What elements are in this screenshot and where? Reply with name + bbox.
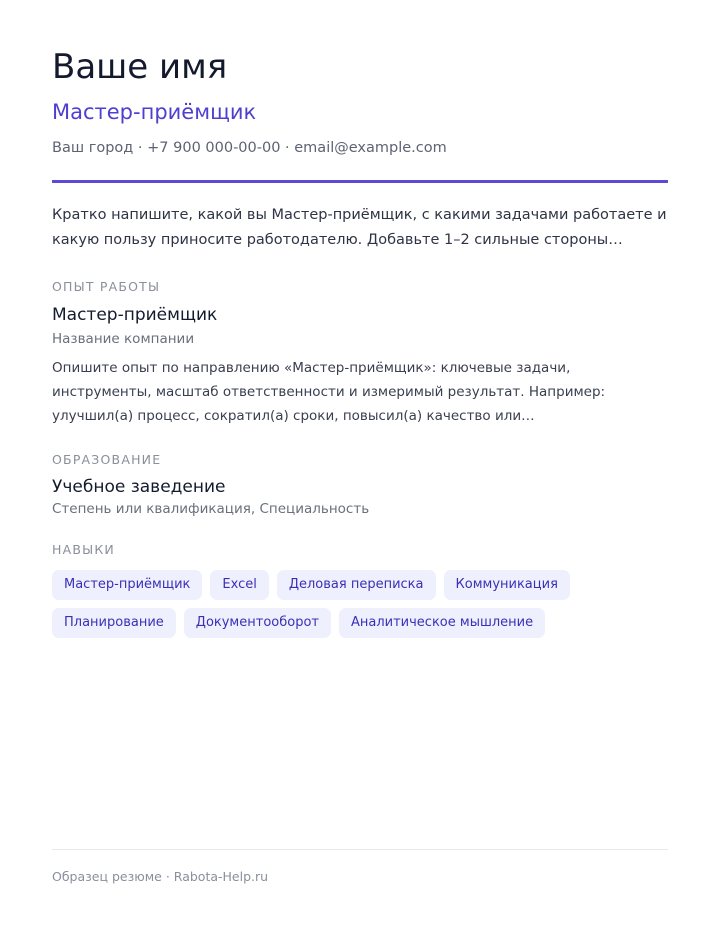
job-description: Опишите опыт по направлению «Мастер-приёмщик»: ключевые задачи, инструменты, масштаб ответственности и измеримый результат. Например: улучшил(а) процесс, сократил(а) сроки, повысил(а) качество или… (52, 360, 606, 424)
company-name: Название компании (52, 331, 195, 347)
resume-page (52, 0, 668, 936)
contact-line: Ваш город · +7 900 000-00-00 · email@example.com (52, 140, 447, 156)
skills-list (52, 570, 668, 638)
footer-divider (52, 849, 668, 850)
skill-chip: Excel (210, 570, 268, 600)
experience-section-title: ОПЫТ РАБОТЫ (52, 279, 161, 294)
skill-chip: Аналитическое мышление (339, 608, 545, 638)
job-title: Мастер-приёмщик (52, 305, 218, 325)
header-divider (52, 180, 668, 183)
skill-chip: Коммуникация (444, 570, 570, 600)
skill-chip: Документооборот (184, 608, 331, 638)
candidate-role: Мастер-приёмщик (52, 100, 257, 124)
skill-chip: Деловая переписка (277, 570, 436, 600)
education-section-title: ОБРАЗОВАНИЕ (52, 452, 162, 467)
education-institution: Учебное заведение (52, 477, 226, 497)
skill-chip: Мастер-приёмщик (52, 570, 202, 600)
skills-section-title: НАВЫКИ (52, 542, 115, 557)
candidate-name: Ваше имя (52, 47, 228, 87)
skill-chip: Планирование (52, 608, 176, 638)
footer-text: Образец резюме · Rabota-Help.ru (52, 869, 269, 884)
education-degree: Степень или квалификация, Специальность (52, 501, 370, 517)
summary-text: Кратко напишите, какой вы Мастер-приёмщик, с какими задачами работаете и какую пользу приносите работодателю. Добавьте 1–2 сильные стороны… (52, 207, 667, 248)
